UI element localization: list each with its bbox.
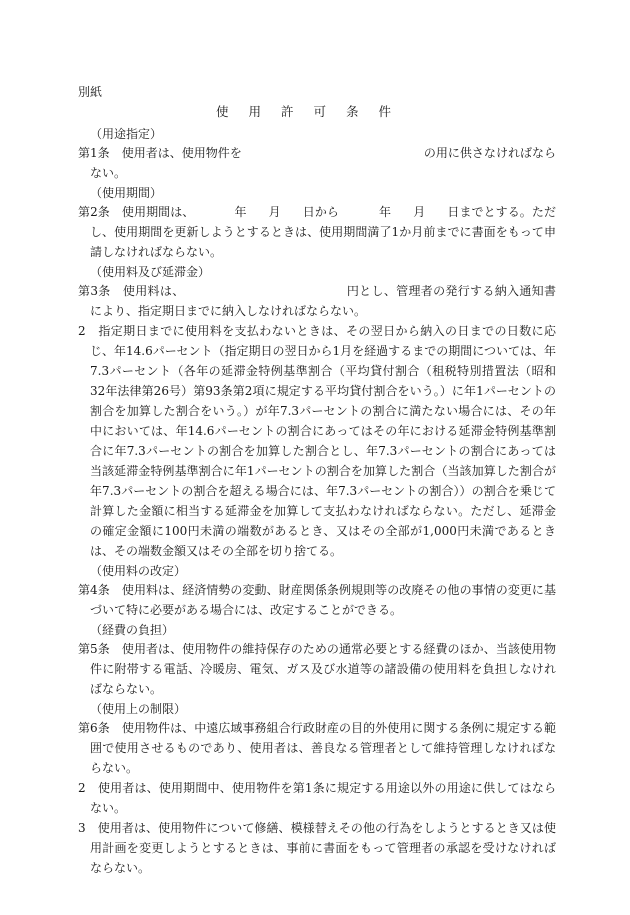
article-6: 第6条 使用物件は、中遠広域事務組合行政財産の目的外使用に関する条例に規定する範囲で使用させるものであり、使用者は、善良なる管理者として維持管理しなければならない。 — [78, 721, 556, 775]
document-page — [78, 82, 556, 878]
heading-period: （使用期間） — [90, 186, 163, 200]
attachment-label: 別紙 — [78, 85, 103, 99]
article-4: 第4条 使用料は、経済情勢の変動、財産関係条例規則等の改廃その他の事情の変更に基づいて特に必要がある場合には、改定することができる。 — [78, 583, 556, 617]
heading-usage: （用途指定） — [90, 127, 163, 141]
heading-restrictions: （使用上の制限） — [90, 702, 187, 716]
article-3: 第3条 使用料は、 円とし、管理者の発行する納入通知書により、指定期日までに納入しなければならない。 — [78, 284, 556, 318]
article-5: 第5条 使用者は、使用物件の維持保存のための通常必要とする経費のほか、当該使用物件に附帯する電話、冷暖房、電気、ガス及び水道等の諸設備の使用料を負担しなければならない。 — [78, 642, 556, 696]
article-6-paragraph-3: 3 使用者は、使用物件について修繕、模様替えその他の行為をしようとするとき又は使用計画を変更しようとするときは、事前に書面をもって管理者の承認を受けなければならない。 — [78, 821, 556, 875]
article-2: 第2条 使用期間は、 年 月 日から 年 月 日までとする。ただし、使用期間を更新しようとするときは、使用期間満了1か月前までに書面をもって申請しなければならない。 — [78, 205, 556, 259]
document-title: 使用許可条件 — [216, 104, 412, 119]
article-6-paragraph-2: 2 使用者は、使用期間中、使用物件を第1条に規定する用途以外の用途に供してはならない。 — [78, 781, 556, 815]
heading-fee: （使用料及び延滞金） — [90, 265, 211, 279]
heading-expenses: （経費の負担） — [90, 623, 175, 637]
article-3-paragraph-2: 2 指定期日までに使用料を支払わないときは、その翌日から納入の日までの日数に応じ、年14.6パーセント（指定期日の翌日から1月を経過するまでの期間については、年7.3パーセント（各年の延滞金特例基準割合（平均貸付割合（租税特別措置法（昭和32年法律第26号）第93条第2項に規定する平均貸付割合をいう。）に年1パーセントの割合を加算した割合をいう。）が年7.3パーセントの割合に満たない場合には、その年中においては、年14.6パーセントの割合にあってはその年における延滞金特例基準割合に年7.3パーセントの割合を加算した割合とし、年7.3パーセントの割合にあっては当該延滞金特例基準割合に年1パーセントの割合を加算した割合（当該加算した割合が年7.3パーセントの割合を超える場合には、年7.3パーセントの割合））の割合を乗じて計算した金額に相当する延滞金を加算して支払わなければならない。ただし、延滞金の確定金額に100円未満の端数があるとき、又はその全部が1,000円未満であるときは、その端数金額又はその全部を切り捨てる。 — [78, 324, 556, 558]
article-1: 第1条 使用者は、使用物件を の用に供さなければならない。 — [78, 146, 556, 180]
heading-revision: （使用料の改定） — [90, 564, 187, 578]
